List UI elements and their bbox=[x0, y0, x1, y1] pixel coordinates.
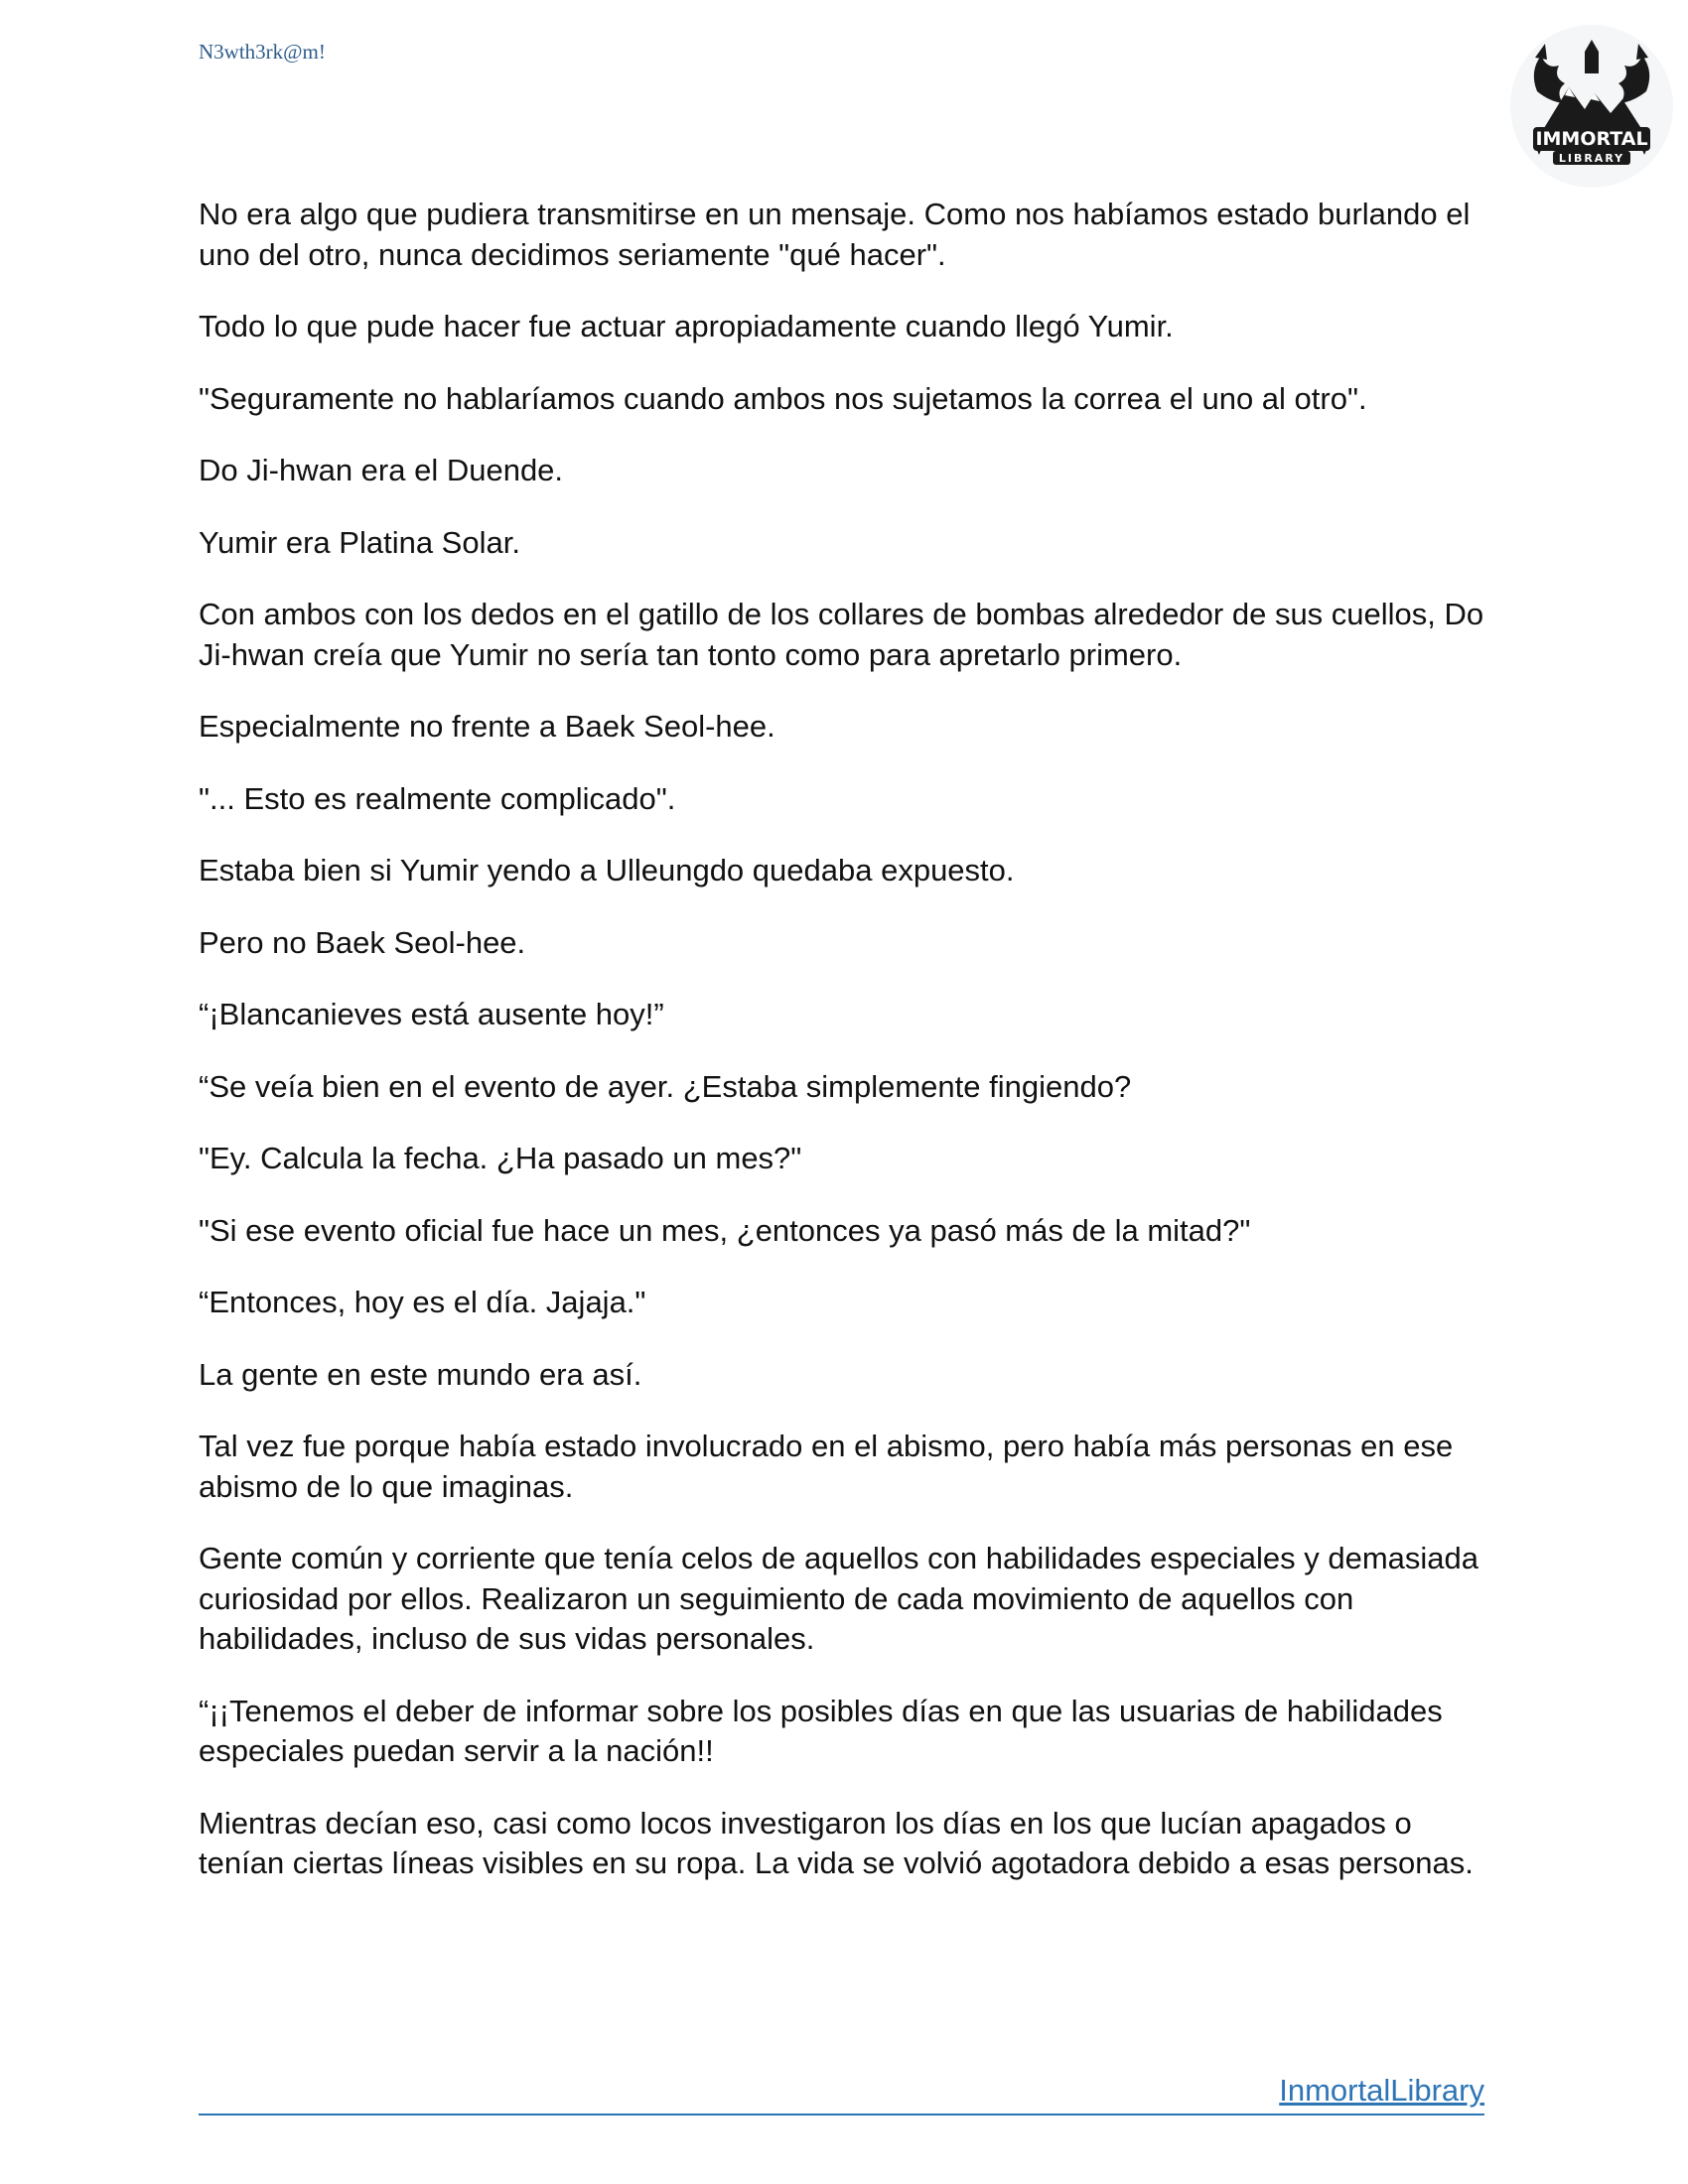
footer-link[interactable]: InmortalLibrary bbox=[1279, 2073, 1484, 2108]
body-paragraph: “¡Blancanieves está ausente hoy!” bbox=[199, 997, 664, 1031]
body-paragraph: "Si ese evento oficial fue hace un mes, ¿entonces ya pasó más de la mitad?" bbox=[199, 1212, 1251, 1248]
logo-line2: LIBRARY bbox=[1558, 152, 1625, 165]
body-paragraph: "... Esto es realmente complicado". bbox=[199, 780, 676, 816]
body-paragraph: Todo lo que pude hacer fue actuar apropiadamente cuando llegó Yumir. bbox=[199, 309, 1174, 343]
body-paragraph: La gente en este mundo era así. bbox=[199, 1356, 642, 1392]
immortal-library-logo bbox=[1507, 22, 1676, 191]
body-paragraph: Estaba bien si Yumir yendo a Ulleungdo quedaba expuesto. bbox=[199, 853, 1015, 887]
body-paragraph: Mientras decían eso, casi como locos investigaron los días en los que lucían apagados o tenían ciertas líneas visibles en su ropa. La vida se volvió agotadora debido a esas personas. bbox=[199, 1805, 1474, 1880]
body-paragraph: “¡¡Tenemos el deber de informar sobre los posibles días en que las usuarias de habilidades especiales puedan servir a la nación!! bbox=[199, 1693, 1443, 1768]
body-paragraph: “Entonces, hoy es el día. Jajaja." bbox=[199, 1285, 646, 1319]
body-paragraph: Do Ji-hwan era el Duende. bbox=[199, 453, 564, 487]
body-paragraph: Pero no Baek Seol-hee. bbox=[199, 924, 526, 960]
header-credit: N3wth3rk@m! bbox=[199, 40, 326, 64]
logo-line1: IMMORTAL bbox=[1535, 128, 1648, 150]
body-paragraph: Con ambos con los dedos en el gatillo de los collares de bombas alrededor de sus cuellos, Do Ji-hwan creía que Yumir no sería tan tonto como para apretarlo primero. bbox=[199, 597, 1484, 672]
body-paragraph: "Ey. Calcula la fecha. ¿Ha pasado un mes?" bbox=[199, 1141, 802, 1175]
footer-rule bbox=[199, 2114, 1484, 2116]
dragon-mountain-crest-icon bbox=[1507, 22, 1676, 191]
body-paragraph: Especialmente no frente a Baek Seol-hee. bbox=[199, 709, 775, 744]
body-paragraph: Tal vez fue porque había estado involucrado en el abismo, pero había más personas en ese abismo de lo que imaginas. bbox=[199, 1429, 1454, 1504]
page-body bbox=[199, 195, 1499, 1916]
body-paragraph: "Seguramente no hablaríamos cuando ambos nos sujetamos la correa el uno al otro". bbox=[199, 380, 1367, 416]
body-paragraph: Yumir era Platina Solar. bbox=[199, 524, 520, 560]
body-paragraph: “Se veía bien en el evento de ayer. ¿Estaba simplemente fingiendo? bbox=[199, 1068, 1132, 1104]
body-paragraph: No era algo que pudiera transmitirse en un mensaje. Como nos habíamos estado burlando el uno del otro, nunca decidimos seriamente "qué hacer". bbox=[199, 197, 1471, 272]
body-paragraph: Gente común y corriente que tenía celos de aquellos con habilidades especiales y demasiada curiosidad por ellos. Realizaron un seguimiento de cada movimiento de aquellos con habilidades, incluso de sus vidas personales. bbox=[199, 1541, 1479, 1656]
